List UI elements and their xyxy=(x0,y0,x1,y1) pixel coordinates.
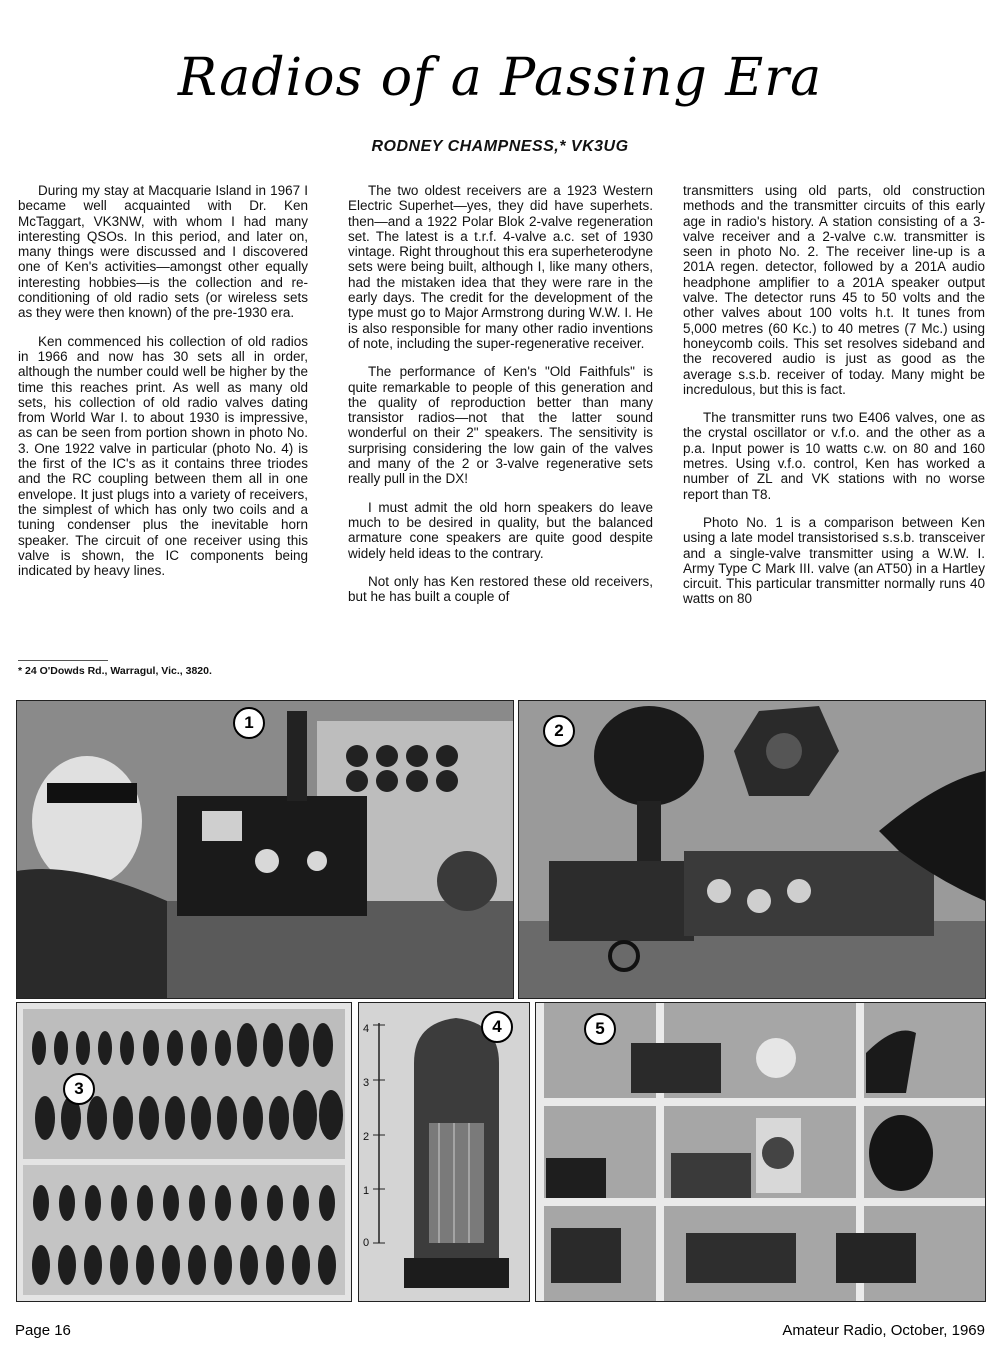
photo-3-valve-collection xyxy=(16,1002,352,1302)
paragraph: The performance of Ken's "Old Faithfuls" is quite remarkable to people of this generation and the quality of reproduction better than many transistor radios—not that the latter sound wonderful on their 2" speakers. The sensitivity is surprising considering the low gain of the valves and many of the 2 or 3-valve regenerative sets really pull in the DX! xyxy=(348,364,653,487)
column-3 xyxy=(683,183,985,620)
scale-tick-label: 0 xyxy=(363,1237,370,1249)
photo-number-badge: 3 xyxy=(63,1073,95,1105)
column-1 xyxy=(18,183,308,591)
photo-number-badge: 4 xyxy=(481,1011,513,1043)
article-byline: RODNEY CHAMPNESS,* VK3UG xyxy=(371,138,629,155)
publication-issue: Amateur Radio, October, 1969 xyxy=(782,1322,985,1339)
photo-number-badge: 2 xyxy=(543,715,575,747)
paragraph: Photo No. 1 is a comparison between Ken using a late model transistorised s.s.b. transceiver and a single-valve transmitter using a W.W. I. Army Type C Mark III. valve (an AT50) in a Hartley circuit. This particular transmitter normally runs 40 watts on 80 xyxy=(683,514,985,607)
photo-number-badge: 5 xyxy=(584,1013,616,1045)
scale-tick-label: 3 xyxy=(363,1077,370,1089)
paragraph: I must admit the old horn speakers do leave much to be desired in quality, but the balanced armature cone speakers are quite good despite widely held ideas to the contrary. xyxy=(348,499,653,561)
footnote xyxy=(18,660,212,677)
article-title: Radios of a Passing Era xyxy=(177,48,823,108)
footnote-text: * 24 O'Dowds Rd., Warragul, Vic., 3820. xyxy=(18,665,212,677)
paragraph: The transmitter runs two E406 valves, one as the crystal oscillator or v.f.o. and the other as a p.a. Input power is 10 watts c.w. on 80 and 160 metres. Using v.f.o. control, Ken has worked a number of ZL and VK stations with no worse report than T8. xyxy=(683,410,985,502)
paragraph: transmitters using old parts, old construction methods and the transmitter circuits of this early age in radio's history. A station consisting of a 3-valve receiver and a 2-valve c.w. transmitter is seen in photo No. 2. The receiver line-up is a 201A regen. detector, followed by a 201A audio headphone amplifier to a 201A speaker output valve. The detector runs 45 to 50 volts and the other valves about 100 volts h.t. It tunes from 5,000 metres (60 Kc.) to 40 metres (7 Mc.) using honeycomb coils. This set resolves sideband and the recovered audio is just as good as the average s.s.b. receiver of today. Many might be incredulous, but this is fact. xyxy=(683,183,985,397)
paragraph: Ken commenced his collection of old radios in 1966 and now has 30 sets all in order, although the number could well be higher by the time this reaches print. As well as many old sets, his collection of old radio valves dating from World War I. to about 1930 is impressive, as can be seen from portion shown in photo No. 3. One 1922 valve in particular (photo No. 4) is the first of the IC's as it contains three triodes and the RC coupling between them all in one envelope. It just plugs into a variety of receivers, the simplest of which has only two coils and a tuning condenser plus the inevitable horn speaker. The circuit of one receiver using this valve is shown, the IC components being indicated by heavy lines. xyxy=(18,333,308,579)
column-2 xyxy=(348,183,653,617)
scale-tick-label: 4 xyxy=(363,1023,370,1035)
photo-number-badge: 1 xyxy=(233,707,265,739)
paragraph: The two oldest receivers are a 1923 Western Electric Superhet—yes, they did have superhets. then—and a 1922 Polar Blok 2-valve regeneration set. The latest is a t.r.f. 4-valve a.c. set of 1930 vintage. Right throughout this era superheterodyne sets were being built, although I, like many others, had the mistaken idea that they were rare in the early days. The credit for the development of the type must go to Major Armstrong during W.W. I. He is also responsible for many other radio inventions of note, including the super-regenerative receiver. xyxy=(348,183,653,351)
scale-tick-label: 2 xyxy=(363,1131,370,1143)
scale-tick-label: 1 xyxy=(363,1185,370,1197)
paragraph: Not only has Ken restored these old receivers, but he has built a couple of xyxy=(348,573,653,605)
photo-5-receiver-shelves xyxy=(535,1002,986,1302)
photo-1-ken-at-bench xyxy=(16,700,514,999)
photo-2-station-setup xyxy=(518,700,986,999)
page-number: Page 16 xyxy=(15,1322,71,1339)
paragraph: During my stay at Macquarie Island in 1967 I became well acquainted with Dr. Ken McTaggart, VK3NW, with whom I had many interesting QSOs. In this period, and later on, many things were discussed and I discovered one of Ken's activities—amongst other equally interesting hobbies—is the collection and re-conditioning of old radio sets (or wireless sets as they were then known) of the pre-1930 era. xyxy=(18,183,308,321)
photo-4-1922-valve xyxy=(358,1002,530,1302)
